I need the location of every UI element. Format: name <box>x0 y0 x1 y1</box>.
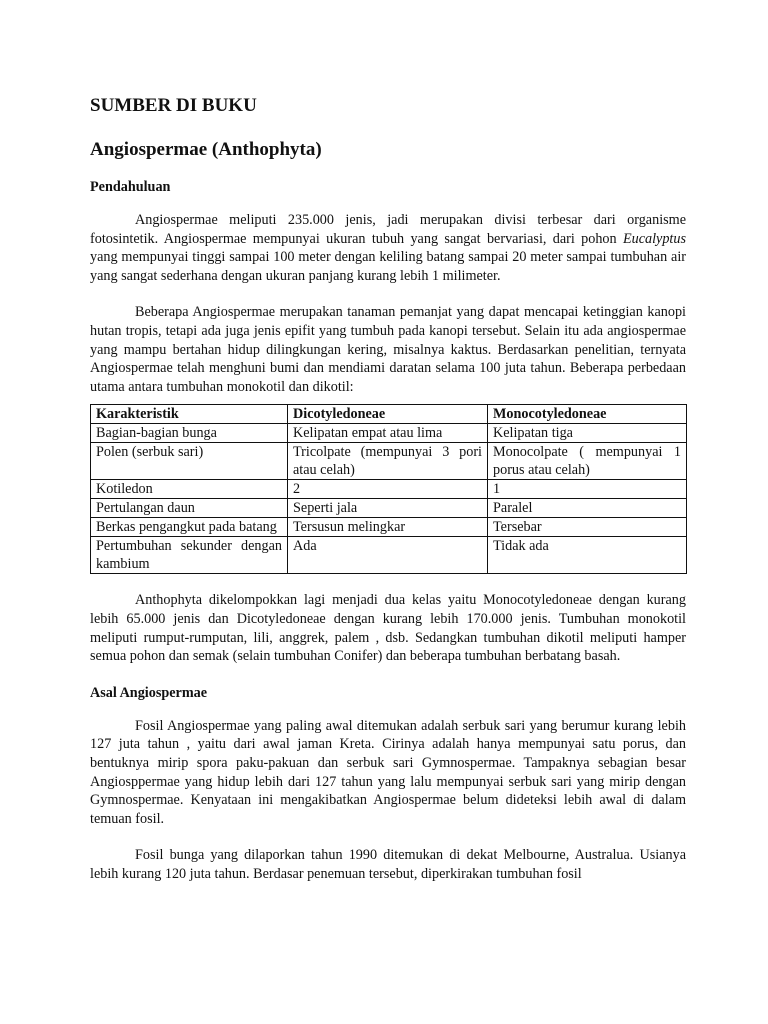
table-cell: Kelipatan empat atau lima <box>288 424 488 443</box>
table-cell: Pertulangan daun <box>91 499 288 518</box>
table-row <box>91 518 687 537</box>
table-cell: Tricolpate (mempunyai 3 pori atau celah) <box>288 443 488 480</box>
table-header-cell: Dicotyledoneae <box>288 405 488 424</box>
paragraph-classes: Anthophyta dikelompokkan lagi menjadi dua kelas yaitu Monocotyledoneae dengan kurang lebih 65.000 jenis dan Dicotyledoneae dengan kurang lebih 170.000 jenis. Tumbuhan monokotil meliputi rumput-rumputan, lili, anggrek, palem , dsb. Sedangkan tumbuhan dikotil meliputi hamper semua pohon dan semak (selain tumbuhan Conifer) dan beberapa tumbuhan berbatang basah. <box>90 592 686 665</box>
table-row <box>91 537 687 574</box>
table-cell: Ada <box>288 537 488 574</box>
table-header-row <box>91 405 687 424</box>
table-cell: Berkas pengangkut pada batang <box>91 518 288 537</box>
table-cell: Seperti jala <box>288 499 488 518</box>
table-cell: Polen (serbuk sari) <box>91 443 288 480</box>
table-cell: 2 <box>288 480 488 499</box>
source-heading: SUMBER DI BUKU <box>90 95 257 116</box>
document-body <box>90 94 686 901</box>
table-row <box>91 480 687 499</box>
table-cell: Kotiledon <box>91 480 288 499</box>
table-header-cell: Monocotyledoneae <box>488 405 687 424</box>
paragraph-text: Angiospermae meliputi 235.000 jenis, jadi merupakan divisi terbesar dari organisme fotosintetik. Angiospermae mempunyai ukuran tubuh yang sangat bervariasi, dari pohon <box>90 212 686 247</box>
paragraph-origin-2: Fosil bunga yang dilaporkan tahun 1990 ditemukan di dekat Melbourne, Australua. Usianya lebih kurang 120 juta tahun. Berdasar penemuan tersebut, diperkirakan tumbuhan fosil <box>90 847 686 882</box>
table-cell: Pertumbuhan sekunder dengan kambium <box>91 537 288 574</box>
table-header-cell: Karakteristik <box>91 405 288 424</box>
table-cell: Tidak ada <box>488 537 687 574</box>
comparison-table <box>90 404 687 574</box>
table-cell: 1 <box>488 480 687 499</box>
table-cell: Tersebar <box>488 518 687 537</box>
table-cell: Kelipatan tiga <box>488 424 687 443</box>
paragraph-intro-1 <box>90 211 686 285</box>
section-heading-asal: Asal Angiospermae <box>90 684 208 701</box>
paragraph-intro-2: Beberapa Angiospermae merupakan tanaman pemanjat yang dapat mencapai ketinggian kanopi hutan tropis, tetapi ada juga jenis epifit yang tumbuh pada kanopi tersebut. Selain itu ada angiospermae yang mampu bertahan hidup dilingkungan kering, misalnya kaktus. Berdasarkan penelitian, ternyata Angiospermae telah menghuni bumi dan mendiami daratan selama 100 juta tahun. Beberapa perbedaan utama antara tumbuhan monokotil dan dikotil: <box>90 304 686 395</box>
table-cell: Tersusun melingkar <box>288 518 488 537</box>
table-row <box>91 443 687 480</box>
table-cell: Monocolpate ( mempunyai 1 porus atau celah) <box>488 443 687 480</box>
table-row <box>91 424 687 443</box>
document-title: Angiospermae (Anthophyta) <box>90 139 322 160</box>
paragraph-text: yang mempunyai tinggi sampai 100 meter dengan keliling batang sampai 20 meter sampai tumbuhan air yang sangat sederhana dengan ukuran panjang kurang lebih 1 milimeter. <box>90 249 686 284</box>
section-heading-pendahuluan: Pendahuluan <box>90 179 171 195</box>
table-row <box>91 499 687 518</box>
species-name-italic: Eucalyptus <box>622 230 686 247</box>
paragraph-origin-1: Fosil Angiospermae yang paling awal ditemukan adalah serbuk sari yang berumur kurang lebih 127 juta tahun , yaitu dari awal jaman Kreta. Cirinya adalah hanya mempunyai satu porus, dan bentuknya mirip spora paku-pakuan dan serbuk sari Gymnospermae. Tampaknya sebagian besar Angiosppermae yang hidup lebih dari 127 tahun yang lalu mempunyai serbuk sari yang mirip dengan Gymnospermae. Kenyataan ini mengakibatkan Angiospermae belum dideteksi lebih awal di dalam temuan fosil. <box>90 717 686 827</box>
table-cell: Paralel <box>488 499 687 518</box>
table-cell: Bagian-bagian bunga <box>91 424 288 443</box>
